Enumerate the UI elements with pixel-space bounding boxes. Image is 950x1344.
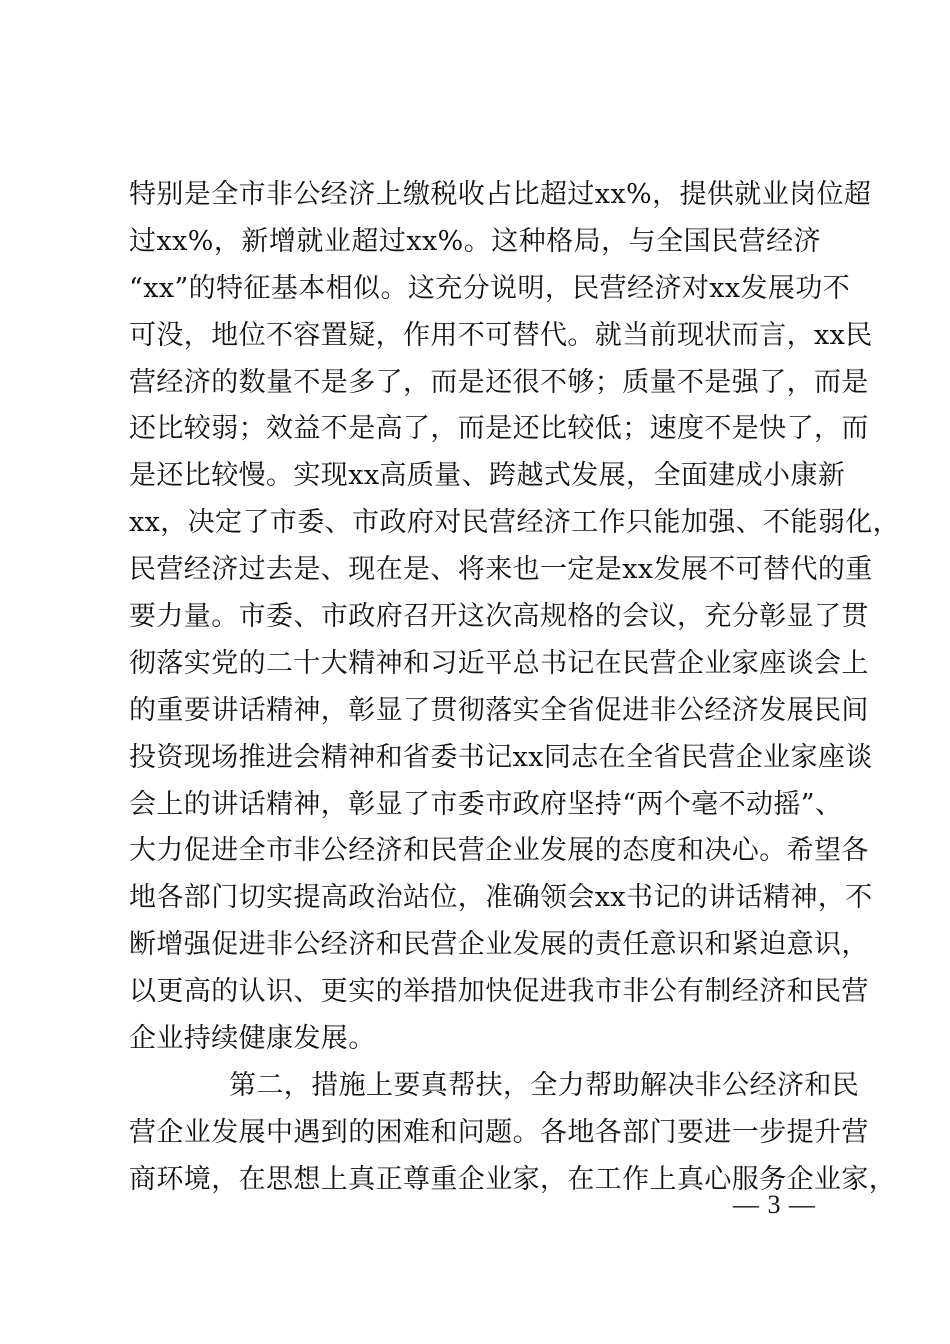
text-line: 大力促进全市非公经济和民营企业发展的态度和决心。希望各 <box>129 835 869 867</box>
text-line: 会上的讲话精神，彰显了市委市政府坚持“两个毫不动摇”、 <box>129 788 843 820</box>
paragraph-1 <box>129 172 901 1063</box>
text-line: 以更高的认识、更实的举措加快促进我市非公有制经济和民营 <box>129 976 869 1008</box>
text-line: 过xx%，新增就业超过xx%。这种格局，与全国民营经济 <box>129 225 821 257</box>
text-line: 投资现场推进会精神和省委书记xx同志在全省民营企业家座谈 <box>129 741 873 773</box>
text-line: 可没，地位不容置疑，作用不可替代。就当前现状而言，xx民 <box>129 319 873 351</box>
body-text <box>129 172 901 1204</box>
text-line: xx，决定了市委、市政府对民营经济工作只能加强、不能弱化， <box>129 507 901 539</box>
text-line: 彻落实党的二十大精神和习近平总书记在民营企业家座谈会上 <box>129 647 869 679</box>
text-line: 地各部门切实提高政治站位，准确领会xx书记的讲话精神，不 <box>129 882 873 914</box>
text-line: 第二，措施上要真帮扶，全力帮助解决非公经济和民 <box>229 1069 860 1101</box>
text-line: 商环境，在思想上真正尊重企业家，在工作上真心服务企业家， <box>129 1163 897 1195</box>
text-line: “xx”的特征基本相似。这充分说明，民营经济对xx发展功不 <box>129 272 851 304</box>
text-line: 营企业发展中遇到的困难和问题。各地各部门要进一步提升营 <box>129 1116 869 1148</box>
text-line: 民营经济过去是、现在是、将来也一定是xx发展不可替代的重 <box>129 554 873 586</box>
page-number: — 3 — <box>733 1190 816 1219</box>
paragraph-2 <box>129 1063 897 1204</box>
text-line: 的重要讲话精神，彰显了贯彻落实全省促进非公经济发展民间 <box>129 694 869 726</box>
text-line: 要力量。市委、市政府召开这次高规格的会议，充分彰显了贯 <box>129 601 869 633</box>
text-line: 企业持续健康发展。 <box>129 1023 376 1055</box>
text-line: 营经济的数量不是多了，而是还很不够；质量不是强了，而是 <box>129 366 869 398</box>
text-line: 是还比较慢。实现xx高质量、跨越式发展，全面建成小康新 <box>129 460 846 492</box>
text-line: 还比较弱；效益不是高了，而是还比较低；速度不是快了，而 <box>129 413 869 445</box>
text-line: 断增强促进非公经济和民营企业发展的责任意识和紧迫意识， <box>129 929 869 961</box>
text-line: 特别是全市非公经济上缴税收占比超过xx%，提供就业岗位超 <box>129 179 872 210</box>
